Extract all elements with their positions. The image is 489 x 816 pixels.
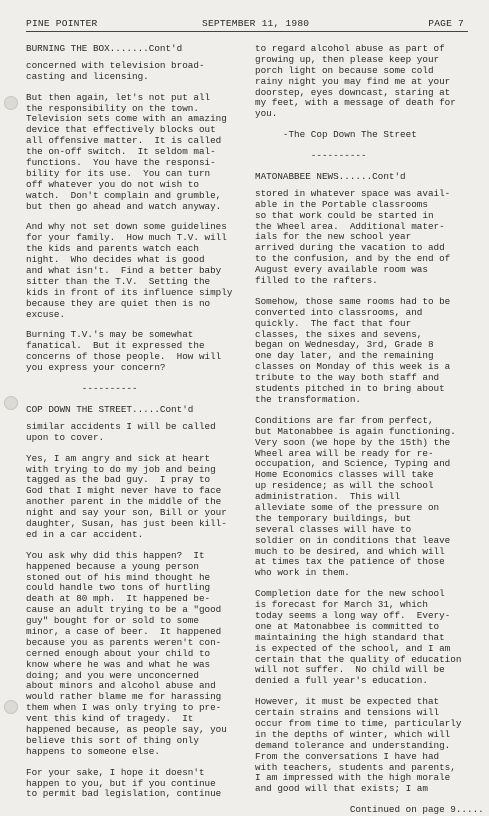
text-line: is forecast for March 31, which [255, 599, 428, 611]
text-line: But then again, let's not put all [26, 91, 211, 103]
text-line: rainy night you may find me at your [255, 75, 451, 87]
text-line: watch. Don't complain and grumble, [26, 189, 222, 201]
text-line: cerned enough about your child to [26, 647, 211, 659]
text-line: From the conversations I have had [255, 750, 440, 762]
text-line: off whatever you do not wish to [26, 178, 199, 190]
text-line: for your family. How much T.V. will [26, 232, 227, 244]
text-line: up residence; as will the school [255, 480, 434, 492]
text-line: August every available room was [255, 264, 428, 276]
text-line: similar accidents I will be called [26, 420, 216, 432]
text-line: night and say your son, Bill or your [26, 507, 227, 519]
text-line: one at Matonabbee is committed to [255, 620, 440, 632]
text-line: tribute to the way both staff and [255, 372, 440, 384]
text-line: MATONABBEE NEWS......Cont'd [255, 171, 406, 183]
text-line: happens to someone else. [26, 745, 160, 757]
paragraph [26, 222, 248, 320]
text-line: the responsibility on the town. [26, 102, 199, 114]
text-line: about minors and alcohol abuse and [26, 680, 216, 692]
text-line: ---------- [255, 150, 367, 162]
text-line: so that work could be started in [255, 209, 434, 221]
text-line: today seems a long way off. Every- [255, 609, 451, 621]
text-line: classes on Monday of this week is a [255, 361, 451, 373]
paragraph [26, 93, 248, 213]
text-line: Completion date for the new school [255, 588, 445, 600]
text-line: night. Who decides what is good [26, 254, 205, 266]
text-line: and good will that exists; I am [255, 783, 428, 795]
left-column [26, 44, 248, 800]
text-line: sitter than the T.V. Setting the [26, 275, 211, 287]
punch-hole [4, 396, 18, 410]
text-line: and what isn't. Find a better baby [26, 265, 222, 277]
text-line: the Wheel area. Additional mater- [255, 220, 445, 232]
text-line: fanatical. But it expressed the [26, 340, 205, 352]
text-line: occupation, and Science, Typing and [255, 458, 451, 470]
text-line: you express your concern? [26, 362, 166, 374]
text-line: Continued on page 9..... [255, 804, 484, 816]
text-line: the temporary buildings, but [255, 512, 412, 524]
text-line: several classes will have to [255, 523, 412, 535]
paragraph [255, 416, 471, 579]
text-line: able in the Portable classrooms [255, 198, 428, 210]
text-line: demand tolerance and understanding. [255, 739, 451, 751]
text-line: maintaining the high standard that [255, 631, 445, 643]
text-line: daughter, Susan, has just been kill- [26, 517, 227, 529]
text-line: arrived during the vacation to add [255, 242, 445, 254]
text-line: device that effectively blocks out [26, 124, 216, 136]
text-line: BURNING THE BOX.......Cont'd [26, 43, 183, 54]
text-line: However, it must be expected that [255, 696, 440, 708]
text-line: happened because a young person [26, 560, 199, 572]
right-column [255, 43, 484, 816]
section-heading [26, 44, 248, 55]
text-line: cause an adult trying to be a "good [26, 604, 222, 616]
paragraph [26, 330, 248, 374]
text-line: growing up, then please keep your [255, 53, 440, 65]
text-line: stoned out of his mind thought he [26, 571, 211, 583]
text-line: began on Wednesday, 3rd, Grade 8 [255, 339, 434, 351]
text-line: tagged as the bad guy. I pray to [26, 474, 211, 486]
text-line: doing; and you were unconcerned [26, 669, 199, 681]
punch-hole [4, 700, 18, 714]
text-line: classes, the sixes and sevens, [255, 328, 423, 340]
text-line: because you as parents weren't con- [26, 636, 222, 648]
text-line: death at 80 mph. It happened be- [26, 593, 211, 605]
text-line: For your sake, I hope it doesn't [26, 766, 205, 778]
text-line: to regard alcohol abuse as part of [255, 43, 445, 54]
paragraph [255, 44, 471, 120]
text-line: God that I might never have to face [26, 485, 222, 497]
text-line: functions. You have the responsi- [26, 157, 216, 169]
text-line: believe this sort of thing only [26, 734, 199, 746]
paragraph [26, 422, 248, 444]
text-line: to permit bad legislation, continue [26, 788, 222, 800]
text-line: denied a full year's education. [255, 675, 428, 687]
text-line: know where he was and what he was [26, 658, 211, 670]
issue-date: SEPTEMBER 11, 1980 [202, 18, 310, 29]
paragraph [26, 454, 248, 541]
text-line: ---------- [26, 383, 138, 395]
text-line: COP DOWN THE STREET.....Cont'd [26, 403, 194, 415]
text-line: with trying to do my job and being [26, 463, 216, 475]
text-line: converted into classrooms, and [255, 306, 423, 318]
text-line: minor, a case of beer. It happened [26, 625, 222, 637]
text-line: stored in whatever space was avail- [255, 187, 451, 199]
text-line: quickly. The fact that four [255, 317, 412, 329]
section-heading [26, 405, 248, 416]
text-line: the kids and parents watch each [26, 243, 199, 255]
text-line: occur from time to time, particularly [255, 717, 462, 729]
section-heading [255, 172, 471, 183]
text-line: Yes, I am angry and sick at heart [26, 452, 211, 464]
punch-hole [4, 96, 18, 110]
text-line: happen to you, but if you continue [26, 777, 216, 789]
paragraph [255, 697, 471, 795]
text-line: with teachers, students and parents, [255, 761, 456, 773]
text-line: Burning T.V.'s may be somewhat [26, 329, 194, 341]
text-line: guy" bought for or sold to some [26, 615, 199, 627]
text-line: soldier on in conditions that leave [255, 534, 451, 546]
text-line: one day later, and the remaining [255, 350, 434, 362]
text-line: in the depths of winter, which will [255, 728, 451, 740]
text-line: another parent in the middle of the [26, 496, 222, 508]
text-line: alleviate some of the pressure on [255, 501, 440, 513]
text-line: them when I was only trying to pre- [26, 702, 222, 714]
text-line: -The Cop Down The Street [255, 129, 417, 141]
text-line: will not suffer. No child will be [255, 664, 445, 676]
text-line: to the confusion, and by the end of [255, 253, 451, 265]
paragraph [255, 589, 471, 687]
text-line: could handle two tons of hurtling [26, 582, 211, 594]
header-rule [26, 31, 468, 32]
text-line: much to be desired, and which will [255, 545, 445, 557]
text-line: at times tax the patience of those [255, 556, 445, 568]
text-line: Conditions are far from perfect, [255, 414, 434, 426]
text-line: vent this kind of tragedy. It [26, 713, 194, 725]
separator [26, 384, 248, 395]
text-line: administration. This will [255, 491, 401, 503]
text-line: all offensive matter. It is called [26, 135, 222, 147]
text-line: Very soon (we hope by the 15th) the [255, 436, 451, 448]
text-line: Television sets come with an amazing [26, 113, 227, 125]
text-line: concerns of those people. How will [26, 351, 222, 363]
paragraph [26, 768, 248, 801]
text-line: certain strains and tensions will [255, 707, 440, 719]
text-line: is expected of the school, and I am [255, 642, 451, 654]
text-line: ed in a car accident. [26, 528, 144, 540]
text-line: casting and licensing. [26, 70, 149, 82]
paragraph [255, 297, 471, 406]
text-line: kids in front of its influence simply [26, 286, 233, 298]
text-line: Home Economics classes will take [255, 469, 434, 481]
text-line: You ask why did this happen? It [26, 549, 205, 561]
paragraph [26, 551, 248, 758]
text-line: but Matonabbee is again functioning. [255, 425, 456, 437]
continued-note [255, 804, 484, 816]
text-line: would rather blame me for harassing [26, 691, 222, 703]
text-line: bility for its use. You can turn [26, 167, 211, 179]
text-line: upon to cover. [26, 431, 105, 443]
text-line: doorstep, eyes downcast, staring at [255, 86, 451, 98]
text-line: certain that the quality of education [255, 653, 462, 665]
text-line: filled to the rafters. [255, 275, 378, 287]
signature [255, 130, 471, 141]
text-line: porch light on because some cold [255, 64, 434, 76]
text-line: you. [255, 108, 278, 120]
text-line: because they are quiet then is no [26, 297, 211, 309]
separator [255, 151, 471, 162]
paragraph [255, 189, 471, 287]
text-line: the transformation. [255, 393, 362, 405]
text-line: And why not set down some guidelines [26, 221, 227, 233]
text-line: Wheel area will be ready for re- [255, 447, 434, 459]
text-line: concerned with television broad- [26, 59, 205, 71]
text-line: excuse. [26, 308, 66, 320]
text-line: who work in them. [255, 567, 350, 579]
text-line: ials for the new school year [255, 231, 412, 243]
text-line: my feet, with a message of death for [255, 97, 456, 109]
text-line: Somehow, those same rooms had to be [255, 295, 451, 307]
text-line: students pitched in to bring about [255, 383, 445, 395]
text-line: but then go ahead and watch anyway. [26, 200, 222, 212]
text-line: happened because, as people say, you [26, 723, 227, 735]
text-line: I am impressed with the high morale [255, 772, 451, 784]
page-number: PAGE 7 [428, 18, 464, 29]
paragraph [26, 61, 248, 83]
publication-name: PINE POINTER [26, 18, 98, 29]
text-line: the on-off switch. It seldom mal- [26, 146, 216, 158]
